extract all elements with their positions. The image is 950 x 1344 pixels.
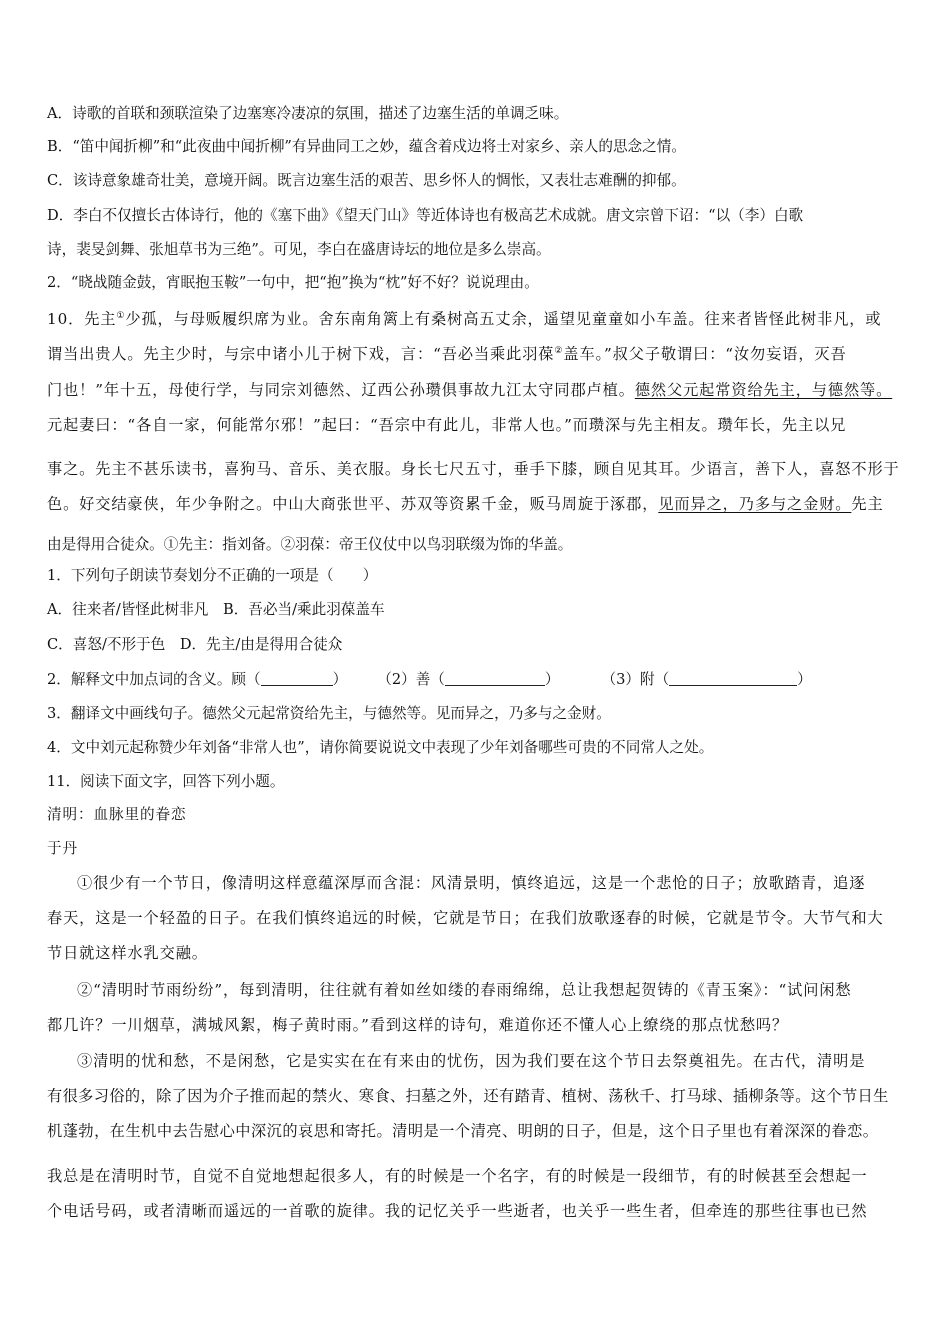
article-author: 于丹 — [47, 840, 78, 857]
article-p2-line2: 都几许？一川烟草，满城风絮，梅子黄时雨。”看到这样的诗句，难道你还不懂人心上缭绕的那点忧愁吗？ — [47, 1016, 789, 1034]
underlined-sentence-1: 德然父元起常资给先主，与德然等。 — [634, 381, 893, 399]
sub2-item-2: （2）善（ — [377, 671, 445, 688]
q10-sub1-options-ab: A．往来者/皆怪此树非凡 B．吾必当/乘此羽葆盖车 — [47, 601, 385, 618]
q10-line1-start: 10．先主 — [47, 310, 117, 328]
footnote-marker-1: ① — [116, 311, 126, 321]
sub2-close-3: ） — [797, 671, 812, 688]
article-p1-line1: ①很少有一个节日，像清明这样意蕴深厚而含混：风清景明，慎终追远，这是一个悲怆的日子；放歌踏青，追逐 — [77, 874, 866, 892]
footnote-marker-2: ② — [554, 346, 564, 356]
q10-line2-start: 谓当出贵人。先主少时，与宗中诸小儿于树下戏，言：“吾必当乘此羽葆 — [47, 345, 555, 363]
article-p3-line3: 机蓬勃，在生机中去告慰心中深沉的哀思和寄托。清明是一个清亮、明朗的日子，但是，这个日子里也有着深深的眷恋。 — [47, 1122, 879, 1140]
q9-option-d-line1: D．李白不仅擅长古体诗行，他的《塞下曲》《望天门山》等近体诗也有极高艺术成就。唐文宗曾下诏：“以（李）白歌 — [47, 207, 804, 224]
q10-passage-line5: 事之。先主不甚乐读书，喜狗马、音乐、美衣服。身长七尺五寸，垂手下膝，顾自见其耳。少语言，善下人，喜怒不形于 — [47, 460, 900, 478]
sub2-prefix: 2．解释文中加点词的含义。顾（ — [47, 671, 261, 688]
sub2-item-3: （3）附（ — [601, 671, 670, 688]
answer-blank-2[interactable] — [445, 671, 545, 686]
q10-passage-line2 — [47, 344, 847, 364]
q10-passage-line1 — [47, 309, 881, 329]
q10-line6-start: 色。好交结豪侠，年少争附之。中山大商张世平、苏双等资累千金，贩马周旋于涿郡， — [47, 495, 659, 513]
q10-passage-line7-footnotes: 由是得用合徒众。①先主：指刘备。②羽葆：帝王仪仗中以鸟羽联缀为饰的华盖。 — [47, 536, 573, 553]
article-p3-line5: 个电话号码，或者清晰而遥远的一首歌的旋律。我的记忆关乎一些逝者，也关乎一些生者，但牵连的那些往事也已然 — [47, 1202, 868, 1220]
q10-line3-start: 门也！”年十五，母使行学，与同宗刘德然、辽西公孙瓒俱事故九江太守同郡卢植。 — [47, 381, 635, 399]
underlined-sentence-2: 见而异之，乃多与之金财。 — [658, 495, 852, 513]
answer-blank-3[interactable] — [669, 671, 797, 686]
q11-intro: 11．阅读下面文字，回答下列小题。 — [47, 773, 285, 790]
q10-line6-end: 先主 — [851, 495, 884, 513]
answer-blank-1[interactable] — [261, 671, 333, 686]
q9-option-b: B．“笛中闻折柳”和“此夜曲中闻折柳”有异曲同工之妙，蕴含着戍边将士对家乡、亲人的思念之情。 — [47, 138, 686, 155]
article-p1-line2: 春天，这是一个轻盈的日子。在我们慎终追远的时候，它就是节日；在我们放歌逐春的时候，它就是节令。大节气和大 — [47, 909, 884, 927]
q9-option-c: C．该诗意象雄奇壮美，意境开阔。既言边塞生活的艰苦、思乡怀人的惆怅，又表壮志难酬的抑郁。 — [47, 172, 686, 189]
sub2-close-1: ） — [332, 671, 348, 688]
article-p3-line4: 我总是在清明时节，自觉不自觉地想起很多人，有的时候是一个名字，有的时候是一段细节，有的时候甚至会想起一 — [47, 1167, 868, 1185]
sub2-close-2: ） — [544, 671, 560, 688]
article-p3-line1: ③清明的忧和愁，不是闲愁，它是实实在在有来由的忧伤，因为我们要在这个节日去祭奠祖先。在古代，清明是 — [77, 1052, 866, 1070]
q10-sub1-options-cd: C．喜怒/不形于色 D．先主/由是得用合徒众 — [47, 636, 343, 653]
q9-option-d-line2: 诗，裴旻剑舞、张旭草书为三绝”。可见，李白在盛唐诗坛的地位是多么崇高。 — [47, 241, 551, 258]
q9-option-a: A．诗歌的首联和颈联渲染了边塞寒冷凄凉的氛围，描述了边塞生活的单调乏味。 — [47, 105, 569, 122]
q10-line2-rest: 盖车。”叔父子敬谓曰：“汝勿妄语，灭吾 — [563, 345, 847, 363]
article-p1-line3: 节日就这样水乳交融。 — [47, 944, 208, 962]
article-p3-line2: 有很多习俗的，除了因为介子推而起的禁火、寒食、扫墓之外，还有踏青、植树、荡秋千、打马球、插柳条等。这个节日生 — [47, 1087, 889, 1105]
q10-passage-line3 — [47, 380, 892, 400]
q10-passage-line6 — [47, 494, 884, 514]
q10-sub4-question: 4．文中刘元起称赞少年刘备“非常人也”，请你简要说说文中表现了少年刘备哪些可贵的不同常人之处。 — [47, 739, 714, 756]
q9-subquestion-2: 2．“晓战随金鼓，宵眠抱玉鞍”一句中，把“抱”换为“枕”好不好？说说理由。 — [47, 274, 539, 291]
article-p2-line1: ②“清明时节雨纷纷”，每到清明，往往就有着如丝如缕的春雨绵绵，总让我想起贺铸的《青玉案》：“试问闲愁 — [77, 981, 852, 999]
q10-line1-rest: 少孤，与母贩履织席为业。舍东南角篱上有桑树高五丈余，遥望见童童如小车盖。往来者皆怪此树非凡，或 — [125, 310, 882, 328]
q10-sub2-question — [47, 670, 812, 690]
q10-passage-line4: 元起妻曰：“各自一家，何能常尔邪！”起曰：“吾宗中有此儿，非常人也。”而瓒深与先主相友。瓒年长，先主以兄 — [47, 416, 847, 434]
article-title: 清明：血脉里的眷恋 — [47, 806, 187, 823]
q10-sub3-question: 3．翻译文中画线句子。德然父元起常资给先主，与德然等。见而异之，乃多与之金财。 — [47, 705, 611, 722]
q10-sub1-question: 1．下列句子朗读节奏划分不正确的一项是（ ） — [47, 567, 378, 584]
